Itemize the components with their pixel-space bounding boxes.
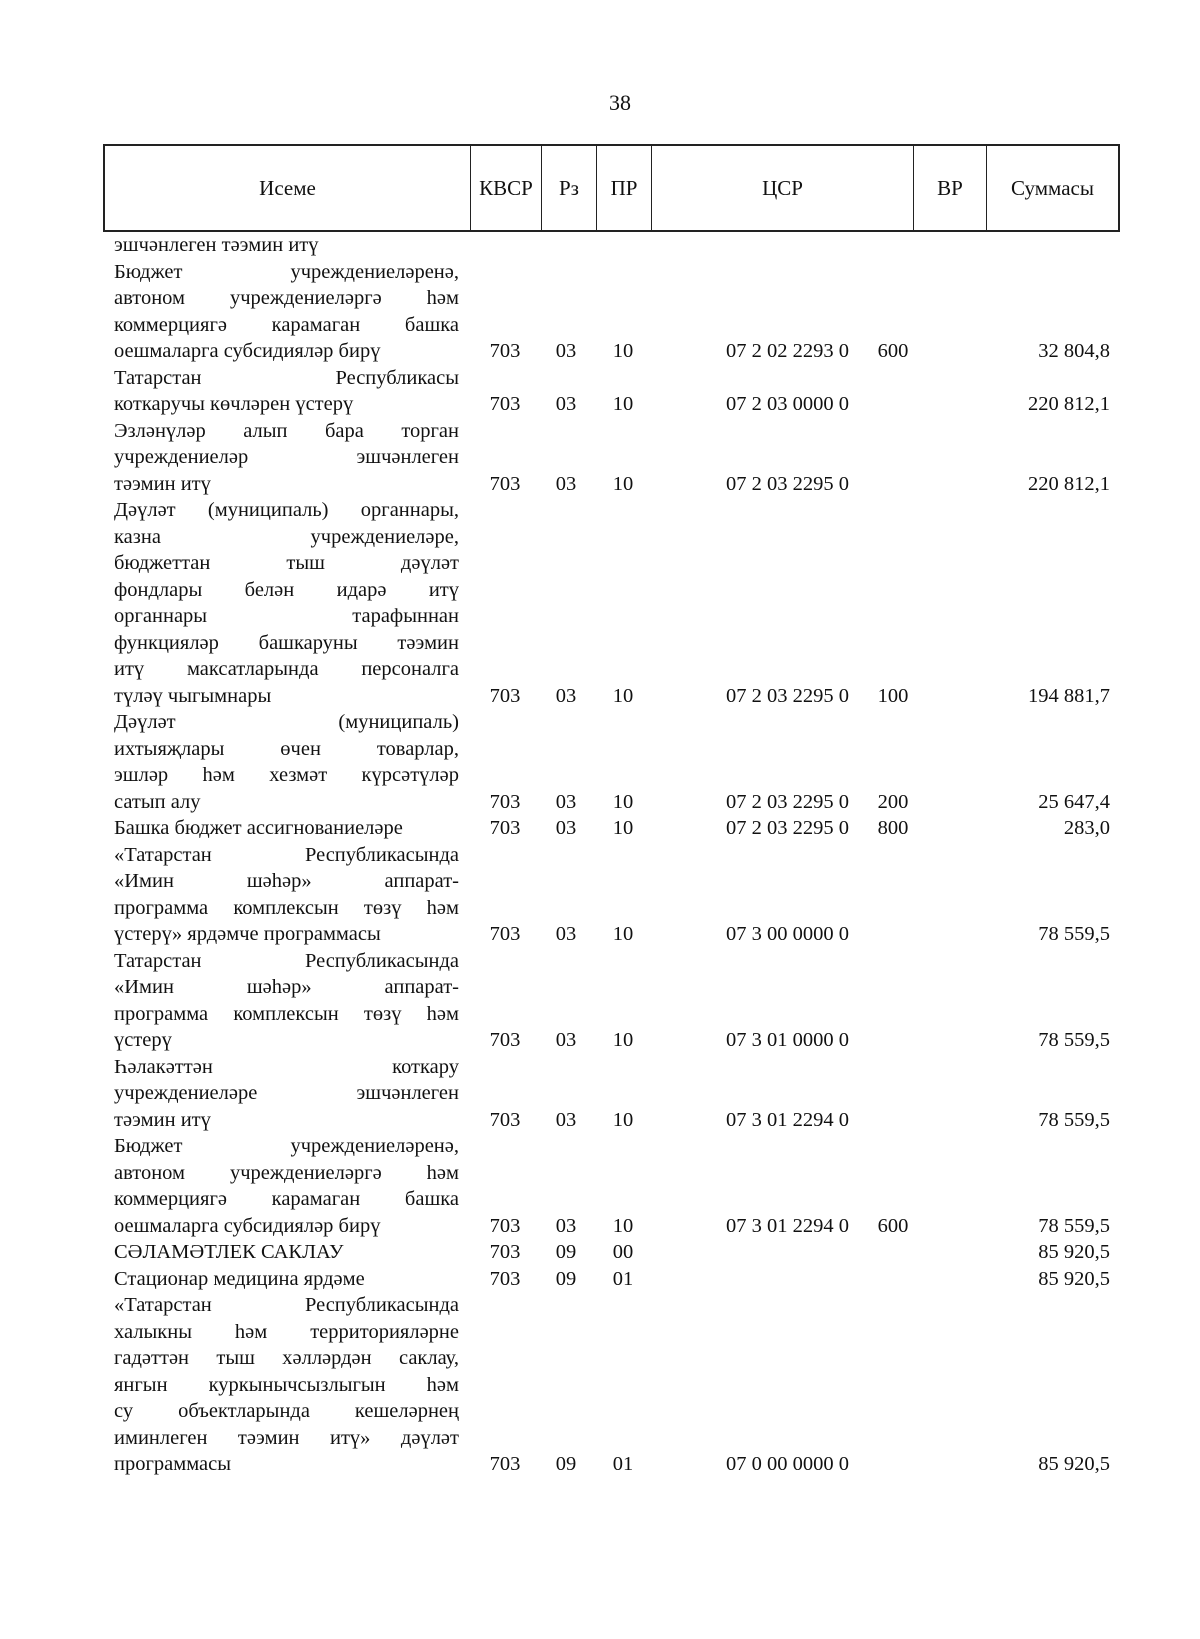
row-name xyxy=(114,1266,459,1293)
table-row xyxy=(0,709,1200,815)
header-rz: Рз xyxy=(542,146,597,230)
row-sum: 78 559,5 xyxy=(1038,923,1110,945)
row-vr: 100 xyxy=(877,684,909,707)
row-name-line: түләү чыгымнары xyxy=(114,684,272,707)
row-name-line: халыкны һәм территорияләрне xyxy=(114,1320,459,1343)
row-name-line: Дәүләт (муниципаль) xyxy=(114,711,459,733)
row-sum: 85 920,5 xyxy=(1038,1241,1110,1263)
row-name xyxy=(114,1239,459,1266)
row-name-line: эшләр һәм хезмәт күрсәтүләр xyxy=(114,764,459,786)
row-csr: 07 3 01 2294 0 xyxy=(726,1108,849,1131)
row-name xyxy=(114,232,459,259)
row-name-line: «Имин шәһәр» аппарат- xyxy=(114,976,459,998)
row-kvsr: 703 xyxy=(489,1453,521,1475)
table-row xyxy=(0,418,1200,498)
row-rz: 09 xyxy=(555,1453,577,1475)
row-name-line: оешмаларга субсидияләр бирү xyxy=(114,340,381,362)
row-name-line: ихтыяҗлары өчен товарлар, xyxy=(114,737,459,760)
row-name-line: су объектларында кешеләрнең xyxy=(114,1400,459,1422)
row-pr: 10 xyxy=(612,790,634,813)
row-pr: 10 xyxy=(612,1029,634,1051)
row-csr: 07 3 00 0000 0 xyxy=(726,923,849,945)
row-rz: 03 xyxy=(555,1214,577,1237)
header-sum: Суммасы xyxy=(1011,175,1094,200)
row-pr: 00 xyxy=(612,1241,634,1263)
row-name-line: оешмаларга субсидияләр бирү xyxy=(114,1214,381,1237)
row-name-line: гадәттән тыш хәлләрдән саклау, xyxy=(114,1347,459,1369)
row-sum: 78 559,5 xyxy=(1038,1029,1110,1051)
row-sum: 220 812,1 xyxy=(1028,472,1110,495)
row-name-line: итү максатларында персоналга xyxy=(114,658,459,680)
row-pr: 01 xyxy=(612,1453,634,1475)
row-rz: 09 xyxy=(555,1267,577,1290)
row-kvsr: 703 xyxy=(489,393,521,415)
row-csr: 07 2 03 2295 0 xyxy=(726,817,849,839)
table-row xyxy=(0,259,1200,365)
row-kvsr: 703 xyxy=(489,790,521,813)
row-vr: 600 xyxy=(877,1214,909,1237)
row-name-line: үстерү xyxy=(114,1029,172,1051)
row-name-line: Татарстан Республикасында xyxy=(114,949,459,972)
row-pr: 10 xyxy=(612,1108,634,1131)
row-rz: 03 xyxy=(555,684,577,707)
row-name-line: функцияләр башкаруны тәэмин xyxy=(114,631,459,654)
row-name-line: Һәлакәттән коткару xyxy=(114,1055,459,1078)
header-kvsr: КВСР xyxy=(471,146,542,230)
row-kvsr: 703 xyxy=(489,340,521,362)
row-csr: 07 2 03 2295 0 xyxy=(726,472,849,495)
row-name xyxy=(114,1054,459,1134)
row-rz: 03 xyxy=(555,393,577,415)
row-name xyxy=(114,259,459,365)
row-rz: 03 xyxy=(555,340,577,362)
page-number: 38 xyxy=(609,90,631,115)
row-sum: 25 647,4 xyxy=(1038,790,1110,813)
row-name-line: фондлары белән идарә итү xyxy=(114,578,459,601)
row-kvsr: 703 xyxy=(489,1214,521,1237)
row-pr: 10 xyxy=(612,340,634,362)
row-name-line: Татарстан Республикасы xyxy=(114,366,459,389)
row-sum: 78 559,5 xyxy=(1038,1214,1110,1237)
row-kvsr: 703 xyxy=(489,684,521,707)
row-name-line: тәэмин итү xyxy=(114,1108,211,1131)
row-csr: 07 0 00 0000 0 xyxy=(726,1453,849,1475)
header-name: Исеме xyxy=(105,146,471,230)
row-kvsr: 703 xyxy=(489,472,521,495)
row-name-line: учреждениеләре эшчәнлеген xyxy=(114,1082,459,1104)
row-pr: 10 xyxy=(612,472,634,495)
row-name-line: Бюджет учреждениеләренә, xyxy=(114,260,459,283)
row-kvsr: 703 xyxy=(489,1241,521,1263)
row-name-line: сатып алу xyxy=(114,790,201,813)
row-name-line: программа комплексын төзү һәм xyxy=(114,896,459,919)
row-name xyxy=(114,842,459,948)
row-name-line: үстерү» ярдәмче программасы xyxy=(114,923,381,945)
row-rz: 03 xyxy=(555,472,577,495)
row-pr: 01 xyxy=(612,1267,634,1290)
row-name-line: «Татарстан Республикасында xyxy=(114,843,459,866)
row-kvsr: 703 xyxy=(489,923,521,945)
row-vr: 600 xyxy=(877,340,909,362)
row-sum: 32 804,8 xyxy=(1038,340,1110,362)
row-rz: 09 xyxy=(555,1241,577,1263)
row-rz: 03 xyxy=(555,1108,577,1131)
row-csr: 07 2 03 0000 0 xyxy=(726,393,849,415)
row-name xyxy=(114,1133,459,1239)
row-name xyxy=(114,497,459,709)
row-kvsr: 703 xyxy=(489,1029,521,1051)
row-rz: 03 xyxy=(555,1029,577,1051)
row-name-line: коммерциягә карамаган башка xyxy=(114,1188,459,1210)
row-sum: 85 920,5 xyxy=(1038,1453,1110,1475)
row-kvsr: 703 xyxy=(489,1267,521,1290)
table-row xyxy=(0,1054,1200,1134)
table-row xyxy=(0,815,1200,842)
table-row xyxy=(0,1133,1200,1239)
row-name-line: учреждениеләр эшчәнлеген xyxy=(114,446,459,468)
row-csr: 07 3 01 0000 0 xyxy=(726,1029,849,1051)
row-rz: 03 xyxy=(555,817,577,839)
row-name-line: Эзләнүләр алып бара торган xyxy=(114,419,459,442)
row-sum: 78 559,5 xyxy=(1038,1108,1110,1131)
table-row xyxy=(0,842,1200,948)
row-name-line: тәэмин итү xyxy=(114,472,211,495)
row-sum: 220 812,1 xyxy=(1028,393,1110,415)
row-name-line: «Имин шәһәр» аппарат- xyxy=(114,870,459,892)
table-row xyxy=(0,948,1200,1054)
row-name-line: программа комплексын төзү һәм xyxy=(114,1002,459,1025)
table-row xyxy=(0,497,1200,709)
row-name-line: Дәүләт (муниципаль) органнары, xyxy=(114,499,459,521)
row-pr: 10 xyxy=(612,923,634,945)
row-rz: 03 xyxy=(555,790,577,813)
row-name xyxy=(114,709,459,815)
row-name-line: программасы xyxy=(114,1453,232,1475)
table-header xyxy=(103,144,1120,232)
table-row xyxy=(0,1266,1200,1293)
row-name xyxy=(114,418,459,498)
row-vr: 800 xyxy=(877,817,909,839)
row-csr: 07 2 03 2295 0 xyxy=(726,684,849,707)
row-kvsr: 703 xyxy=(489,1108,521,1131)
row-name-line: казна учреждениеләре, xyxy=(114,525,459,548)
table-row xyxy=(0,1239,1200,1266)
row-csr: 07 2 02 2293 0 xyxy=(726,340,849,362)
row-pr: 10 xyxy=(612,393,634,415)
row-pr: 10 xyxy=(612,1214,634,1237)
row-sum: 194 881,7 xyxy=(1028,684,1110,707)
row-name-line: «Татарстан Республикасында xyxy=(114,1294,459,1316)
row-name-line: автоном учреждениеләргә һәм xyxy=(114,287,459,309)
row-name-line: бюджеттан тыш дәүләт xyxy=(114,552,459,574)
table-row xyxy=(0,232,1200,259)
row-name xyxy=(114,1292,459,1478)
header-csr: ЦСР xyxy=(652,146,914,230)
row-csr: 07 3 01 2294 0 xyxy=(726,1214,849,1237)
row-name-line: коткаручы көчләрен үстерү xyxy=(114,393,354,415)
row-sum: 85 920,5 xyxy=(1038,1267,1110,1290)
table-row xyxy=(0,1292,1200,1478)
row-sum: 283,0 xyxy=(1063,817,1110,839)
header-pr: ПР xyxy=(597,146,652,230)
row-name-line: иминлеген тәэмин итү» дәүләт xyxy=(114,1426,459,1449)
row-csr: 07 2 03 2295 0 xyxy=(726,790,849,813)
row-name-line: органнары тарафыннан xyxy=(114,605,459,627)
row-kvsr: 703 xyxy=(489,817,521,839)
row-name-line: янгын куркынычсызлыгын һәм xyxy=(114,1373,459,1396)
header-vr: ВР xyxy=(914,146,987,230)
row-name xyxy=(114,815,459,842)
table-row xyxy=(0,365,1200,418)
row-name-line: эшчәнлеген тәэмин итү xyxy=(114,234,319,256)
row-pr: 10 xyxy=(612,684,634,707)
row-name xyxy=(114,948,459,1054)
row-name-line: Бюджет учреждениеләренә, xyxy=(114,1135,459,1157)
row-vr: 200 xyxy=(877,790,909,813)
row-name-line: автоном учреждениеләргә һәм xyxy=(114,1161,459,1184)
row-name-line: СӘЛАМӘТЛЕК САКЛАУ xyxy=(114,1241,344,1263)
row-rz: 03 xyxy=(555,923,577,945)
table-body xyxy=(0,232,1200,1478)
row-name-line: коммерциягә карамаган башка xyxy=(114,313,459,336)
row-name xyxy=(114,365,459,418)
row-name-line: Башка бюджет ассигнованиеләре xyxy=(114,817,403,839)
row-pr: 10 xyxy=(612,817,634,839)
row-name-line: Стационар медицина ярдәме xyxy=(114,1267,365,1290)
